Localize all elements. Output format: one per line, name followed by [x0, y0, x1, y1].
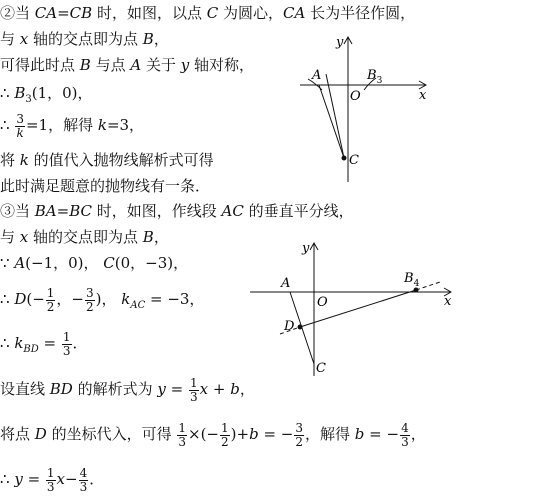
- point-c: [342, 156, 347, 161]
- label-o: O: [350, 89, 361, 104]
- p3-line-2: 与 x 轴的交点即为点 B，: [0, 228, 169, 246]
- segment-ac: [319, 85, 344, 158]
- figure-2: [250, 238, 460, 378]
- label-c: C: [316, 361, 326, 376]
- point-d: [298, 325, 303, 330]
- label-y: y: [336, 35, 344, 50]
- fraction: $\frac{1}{2}$: [221, 420, 229, 449]
- fraction: $\frac{1}{3}$: [46, 465, 55, 494]
- label-d: D: [284, 319, 295, 334]
- p2-line-2: 与 x 轴的交点即为点 B，: [0, 30, 169, 48]
- p2-line-6: 将 k 的值代入抛物线解析式可得: [0, 151, 214, 169]
- fraction: $\frac{3}{2}$: [295, 420, 303, 449]
- figure-1: [300, 32, 435, 184]
- p3-line-5: ∴ $k_{BD}$ = $\frac{1}{3}$ ．: [0, 329, 88, 358]
- fraction: $\frac{4}{3}$: [401, 420, 409, 449]
- fraction: $\frac{3}{2}$: [85, 285, 94, 314]
- label-x: x: [444, 294, 452, 309]
- p3-line-4: ∴ D(− $\frac{1}{2}$ ，− $\frac{3}{2}$ )， $k_{AC} = -3$，: [0, 285, 205, 314]
- fraction: $\frac{1}{2}$: [46, 285, 55, 314]
- label-x: x: [419, 88, 427, 103]
- p2-line-4: ∴ $B_3(1$，0)，: [0, 84, 93, 105]
- p3-line-7: 将点 D 的坐标代入，可得 $\frac{1}{3}$ ×(− $\frac{1}{2}$ )+b = − $\frac{3}{2}$ ，解得 b = − $\frac{4}{3}$ ，: [0, 420, 426, 449]
- label-a: A: [312, 68, 322, 83]
- label-c: C: [349, 153, 359, 168]
- p2-line-7: 此时满足题意的抛物线有一条．: [0, 177, 211, 195]
- label-y: y: [302, 241, 310, 256]
- segment-ca: [326, 74, 344, 158]
- p2-line-1: ②当 CA=CB 时，如图，以点 C 为圆心，CA 长为半径作圆，: [0, 4, 416, 22]
- p3-line-1: ③当 BA=BC 时，如图，作线段 AC 的垂直平分线，: [0, 202, 354, 220]
- fraction: $\frac{1}{3}$: [178, 420, 186, 449]
- p3-line-8: ∴ y = $\frac{1}{3}$ x− $\frac{4}{3}$ ．: [0, 465, 105, 494]
- p2-line-3: 可得此时点 B 与点 A 关于 y 轴对称，: [0, 56, 255, 74]
- line-bd-extension-right: [416, 282, 440, 290]
- p2-line-5: ∴ $\frac{3}{k}$ =1，解得 k=3，: [0, 111, 145, 140]
- label-b3: $B_3$: [367, 68, 383, 86]
- fraction: $\frac{1}{3}$: [62, 329, 71, 358]
- fraction: $\frac{3}{k}$: [16, 111, 24, 140]
- fraction: $\frac{4}{3}$: [79, 465, 88, 494]
- label-a: A: [281, 276, 291, 291]
- label-o: O: [317, 295, 328, 310]
- p3-line-3: ∵ A(−1，0)， C(0，−3)，: [0, 254, 189, 272]
- p3-line-6: 设直线 BD 的解析式为 y = $\frac{1}{3}$ x + b，: [0, 375, 255, 404]
- fraction: $\frac{1}{3}$: [189, 375, 198, 404]
- label-b4: $B_4$: [404, 271, 420, 289]
